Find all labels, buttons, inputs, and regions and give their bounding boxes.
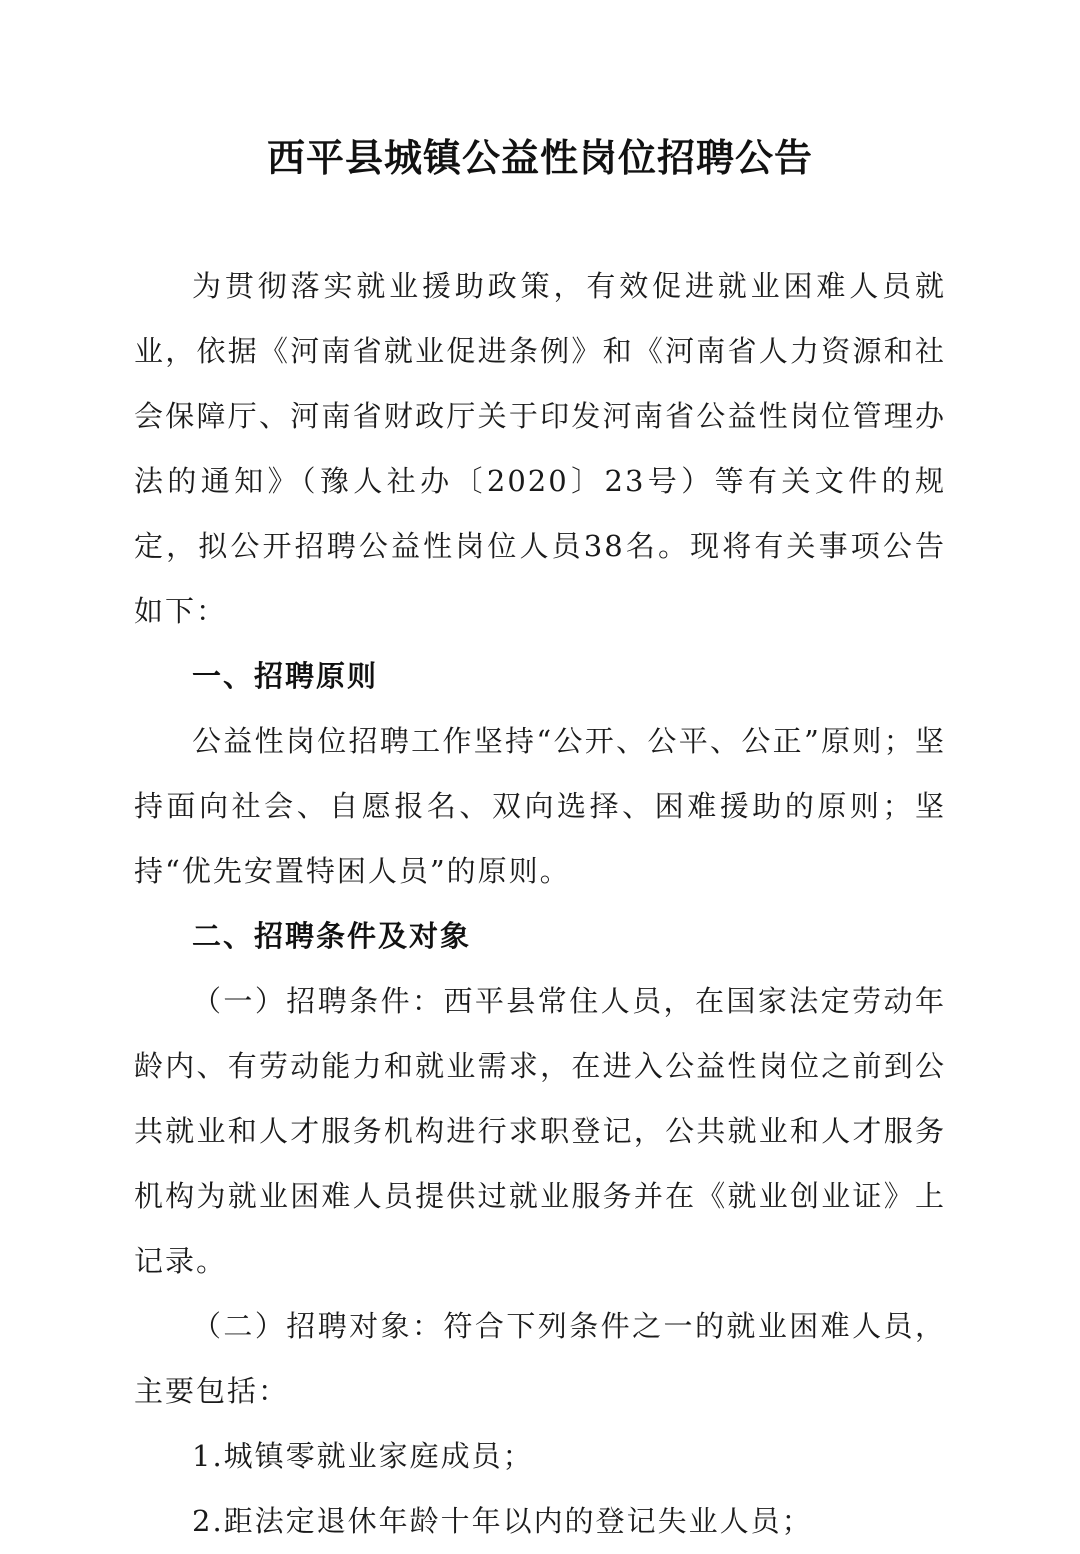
section-1-heading: 一、招聘原则 — [192, 659, 379, 693]
list-item: 1.城镇零就业家庭成员； — [192, 1439, 534, 1473]
section-2-heading: 二、招聘条件及对象 — [192, 919, 472, 953]
conditions-paragraph: （一）招聘条件：西平县常住人员，在国家法定劳动年龄内、有劳动能力和就业需求，在进入公益性岗位之前到公共就业和人才服务机构进行求职登记，公共就业和人才服务机构为就业困难人员提供过就业服务并在《就业创业证》上记录。 — [134, 984, 946, 1278]
targets-paragraph: （二）招聘对象：符合下列条件之一的就业困难人员，主要包括： — [134, 1309, 946, 1408]
intro-paragraph: 为贯彻落实就业援助政策，有效促进就业困难人员就业，依据《河南省就业促进条例》和《河南省人力资源和社会保障厅、河南省财政厅关于印发河南省公益性岗位管理办法的通知》（豫人社办〔2020〕23号）等有关文件的规定，拟公开招聘公益性岗位人员38名。现将有关事项公告如下： — [134, 269, 946, 628]
list-item: 2.距法定退休年龄十年以内的登记失业人员； — [192, 1504, 813, 1538]
document-title: 西平县城镇公益性岗位招聘公告 — [266, 136, 813, 180]
section-1-paragraph: 公益性岗位招聘工作坚持“公开、公平、公正”原则；坚持面向社会、自愿报名、双向选择、困难援助的原则；坚持“优先安置特困人员”的原则。 — [134, 724, 946, 888]
document-body — [134, 254, 946, 1554]
